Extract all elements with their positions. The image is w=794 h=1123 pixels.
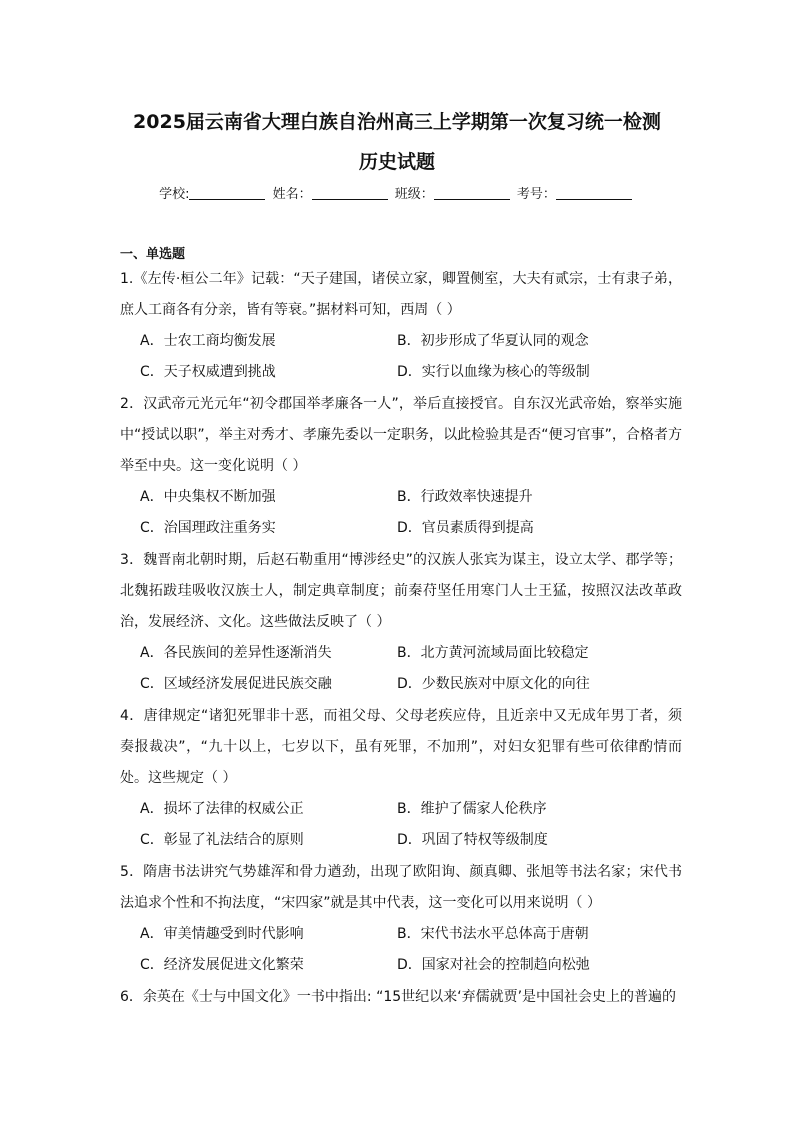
name-label: 姓名： — [272, 187, 312, 202]
option-b[interactable]: B．宋代书法水平总体高于唐朝 — [397, 926, 589, 942]
option-b[interactable]: B．维护了儒家人伦秩序 — [397, 801, 547, 817]
section-title: 一、单选题 — [120, 247, 186, 262]
option-b[interactable]: B．行政效率快速提升 — [397, 489, 533, 505]
question-stem: 2．汉武帝元光元年“初令郡国举孝廉各一人”，举后直接授官。自东汉光武帝始，察举实施中“授试以职”，举主对秀才、孝廉先委以一定职务，以此检验其是否“便习官事”，合格者方举至中央。这一变化说明（ ） — [120, 396, 682, 474]
option-b[interactable]: B．初步形成了华夏认同的观念 — [397, 333, 589, 349]
question-stem: 6．余英在《士与中国文化》一书中指出: “15世纪以来‘弃儒就贾’是中国社会史上的普遍的 — [120, 989, 677, 1005]
option-d[interactable]: D．官员素质得到提高 — [397, 520, 534, 536]
option-a[interactable]: A．各民族间的差异性逐渐消失 — [140, 645, 332, 661]
class-blank[interactable] — [434, 187, 510, 200]
school-label: 学校: — [159, 187, 190, 202]
option-b[interactable]: B．北方黄河流域局面比较稳定 — [397, 645, 589, 661]
option-d[interactable]: D．实行以血缘为核心的等级制 — [397, 364, 590, 380]
option-d[interactable]: D．巩固了特权等级制度 — [397, 832, 548, 848]
option-c[interactable]: C．经济发展促进文化繁荣 — [140, 957, 304, 973]
option-a[interactable]: A．损坏了法律的权威公正 — [140, 801, 304, 817]
option-d[interactable]: D．少数民族对中原文化的向往 — [397, 676, 590, 692]
exam-title: 2025届云南省大理白族自治州高三上学期第一次复习统一检测 — [133, 111, 661, 133]
question-stem: 5．隋唐书法讲究气势雄浑和骨力遒劲，出现了欧阳询、颜真卿、张旭等书法名家；宋代书法追求个性和不拘法度，“宋四家”就是其中代表，这一变化可以用来说明（ ） — [120, 864, 682, 911]
school-blank[interactable] — [189, 187, 265, 200]
option-a[interactable]: A．士农工商均衡发展 — [140, 333, 276, 349]
option-d[interactable]: D．国家对社会的控制趋向松弛 — [397, 957, 590, 973]
option-c[interactable]: C．彰显了礼法结合的原则 — [140, 832, 304, 848]
option-c[interactable]: C．治国理政注重务实 — [140, 520, 276, 536]
option-c[interactable]: C．区域经济发展促进民族交融 — [140, 676, 332, 692]
exam-no-blank[interactable] — [556, 187, 632, 200]
class-label: 班级： — [394, 187, 434, 202]
question-stem: 3．魏晋南北朝时期，后赵石勒重用“博涉经史”的汉族人张宾为谋主，设立太学、郡学等；北魏拓跋珪吸收汉族士人，制定典章制度；前秦苻坚任用寒门人士王猛，按照汉法改革政治，发展经济、文化。这些做法反映了（ ） — [120, 552, 682, 630]
question-stem: 1.《左传·桓公二年》记载：“天子建国，诸侯立家，卿置侧室，大夫有贰宗，士有隶子弟，庶人工商各有分亲，皆有等衰。”据材料可知，西周（ ） — [120, 271, 682, 318]
exam-no-label: 考号： — [516, 187, 556, 202]
student-info-line — [0, 183, 794, 202]
name-blank[interactable] — [312, 187, 388, 200]
option-a[interactable]: A．审美情趣受到时代影响 — [140, 926, 304, 942]
question-stem: 4．唐律规定“诸犯死罪非十恶，而祖父母、父母老疾应侍，且近亲中又无成年男丁者，须奏报裁决”，“九十以上，七岁以下，虽有死罪，不加刑”，对妇女犯罪有些可依律酌情而处。这些规定（ ） — [120, 708, 682, 786]
option-a[interactable]: A．中央集权不断加强 — [140, 489, 276, 505]
exam-subtitle: 历史试题 — [358, 151, 435, 173]
option-c[interactable]: C．天子权威遭到挑战 — [140, 364, 276, 380]
